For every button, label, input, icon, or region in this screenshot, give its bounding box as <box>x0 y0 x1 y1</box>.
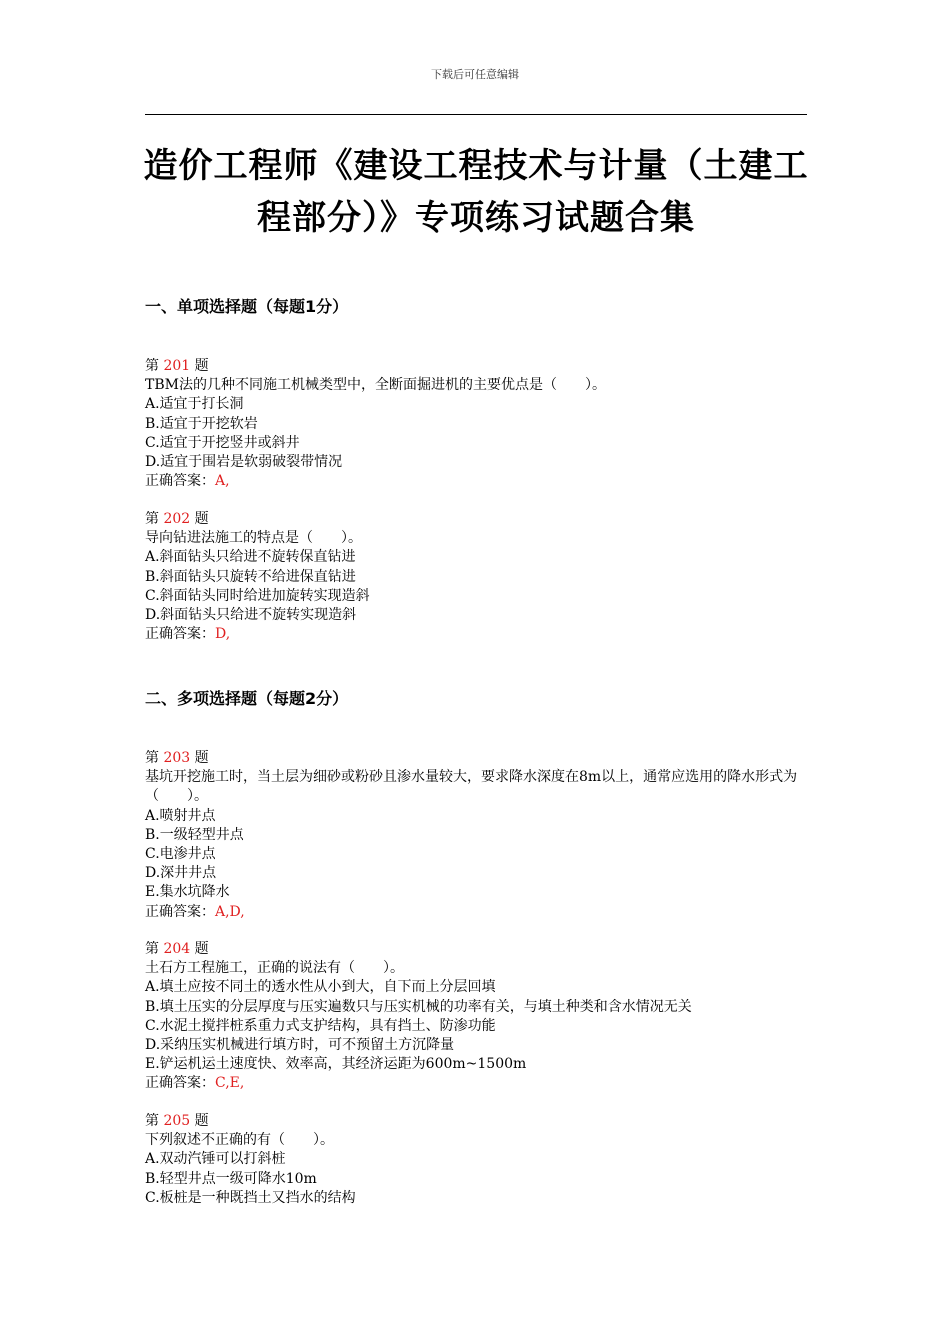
option-a: A.双动汽锤可以打斜桩 <box>145 1151 286 1168</box>
option-d: D.适宜于围岩是软弱破裂带情况 <box>145 454 343 471</box>
question-stem: 导向钻进法施工的特点是（ ）。 <box>145 530 362 547</box>
option-a: A.喷射井点 <box>145 807 216 824</box>
option-b: B.轻型井点一级可降水10m <box>145 1170 317 1187</box>
question-stem: 土石方工程施工，正确的说法有（ ）。 <box>145 960 404 977</box>
answer-value: A, <box>215 473 230 490</box>
question-number: 201 <box>163 358 191 374</box>
option-a: A.填土应按不同土的透水性从小到大，自下而上分层回填 <box>145 979 496 996</box>
option-a: A.斜面钻头只给进不旋转保直钻进 <box>145 549 356 566</box>
question-203 <box>145 749 810 922</box>
option-c: C.电渗井点 <box>145 846 216 863</box>
question-201 <box>145 357 810 491</box>
question-number: 203 <box>163 750 191 766</box>
option-c: C.斜面钻头同时给进加旋转实现造斜 <box>145 587 370 604</box>
option-b: B.填土压实的分层厚度与压实遍数只与压实机械的功率有关，与填土种类和含水情况无关 <box>145 998 692 1015</box>
question-number-line: 第 205 题 <box>145 1113 209 1129</box>
answer-value: A,D, <box>215 903 245 920</box>
answer-line: 正确答案：C,E, <box>145 1075 245 1092</box>
option-c: C.水泥土搅拌桩系重力式支护结构，具有挡土、防渗功能 <box>145 1017 496 1034</box>
option-d: D.采纳压实机械进行填方时，可不预留土方沉降量 <box>145 1037 455 1054</box>
option-e: E.铲运机运土速度快、效率高，其经济运距为600m~1500m <box>145 1056 527 1073</box>
page-header-note: 下载后可任意编辑 <box>431 68 519 81</box>
question-202 <box>145 510 810 644</box>
question-number-line: 第 201 题 <box>145 358 209 374</box>
question-number-line: 第 204 题 <box>145 941 209 957</box>
question-stem: 基坑开挖施工时，当土层为细砂或粉砂且渗水量较大，要求降水深度在8m以上，通常应选用的降水形式为（ ）。 <box>145 769 798 805</box>
answer-value: C,E, <box>215 1075 245 1092</box>
question-204 <box>145 940 810 1094</box>
question-number: 205 <box>163 1113 191 1129</box>
question-number-line: 第 202 题 <box>145 511 209 527</box>
answer-line: 正确答案：A,D, <box>145 903 245 920</box>
answer-line: 正确答案：A, <box>145 473 230 490</box>
option-b: B.斜面钻头只旋转不给进保直钻进 <box>145 568 356 585</box>
question-stem: TBM法的几种不同施工机械类型中，全断面掘进机的主要优点是（ ）。 <box>145 377 606 394</box>
answer-line: 正确答案：D, <box>145 626 231 643</box>
answer-value: D, <box>215 626 231 643</box>
option-d: D.斜面钻头只给进不旋转实现造斜 <box>145 607 357 624</box>
option-b: B.一级轻型井点 <box>145 826 244 843</box>
option-e: E.集水坑降水 <box>145 884 230 901</box>
section-heading-single-choice: 一、单项选择题（每题1分） <box>145 297 349 316</box>
section-heading-multiple-choice: 二、多项选择题（每题2分） <box>145 689 349 708</box>
question-number: 204 <box>163 941 191 957</box>
question-205 <box>145 1112 810 1208</box>
question-number-line: 第 203 题 <box>145 750 209 766</box>
header-divider <box>145 114 807 115</box>
question-stem: 下列叙述不正确的有（ ）。 <box>145 1132 334 1149</box>
option-c: C.板桩是一种既挡土又挡水的结构 <box>145 1189 356 1206</box>
document-title: 造价工程师《建设工程技术与计量（土建工程部分）》专项练习试题合集 <box>143 146 809 238</box>
option-d: D.深井井点 <box>145 865 217 882</box>
question-number: 202 <box>163 511 191 527</box>
option-a: A.适宜于打长洞 <box>145 396 244 413</box>
option-b: B.适宜于开挖软岩 <box>145 415 258 432</box>
option-c: C.适宜于开挖竖井或斜井 <box>145 434 300 451</box>
